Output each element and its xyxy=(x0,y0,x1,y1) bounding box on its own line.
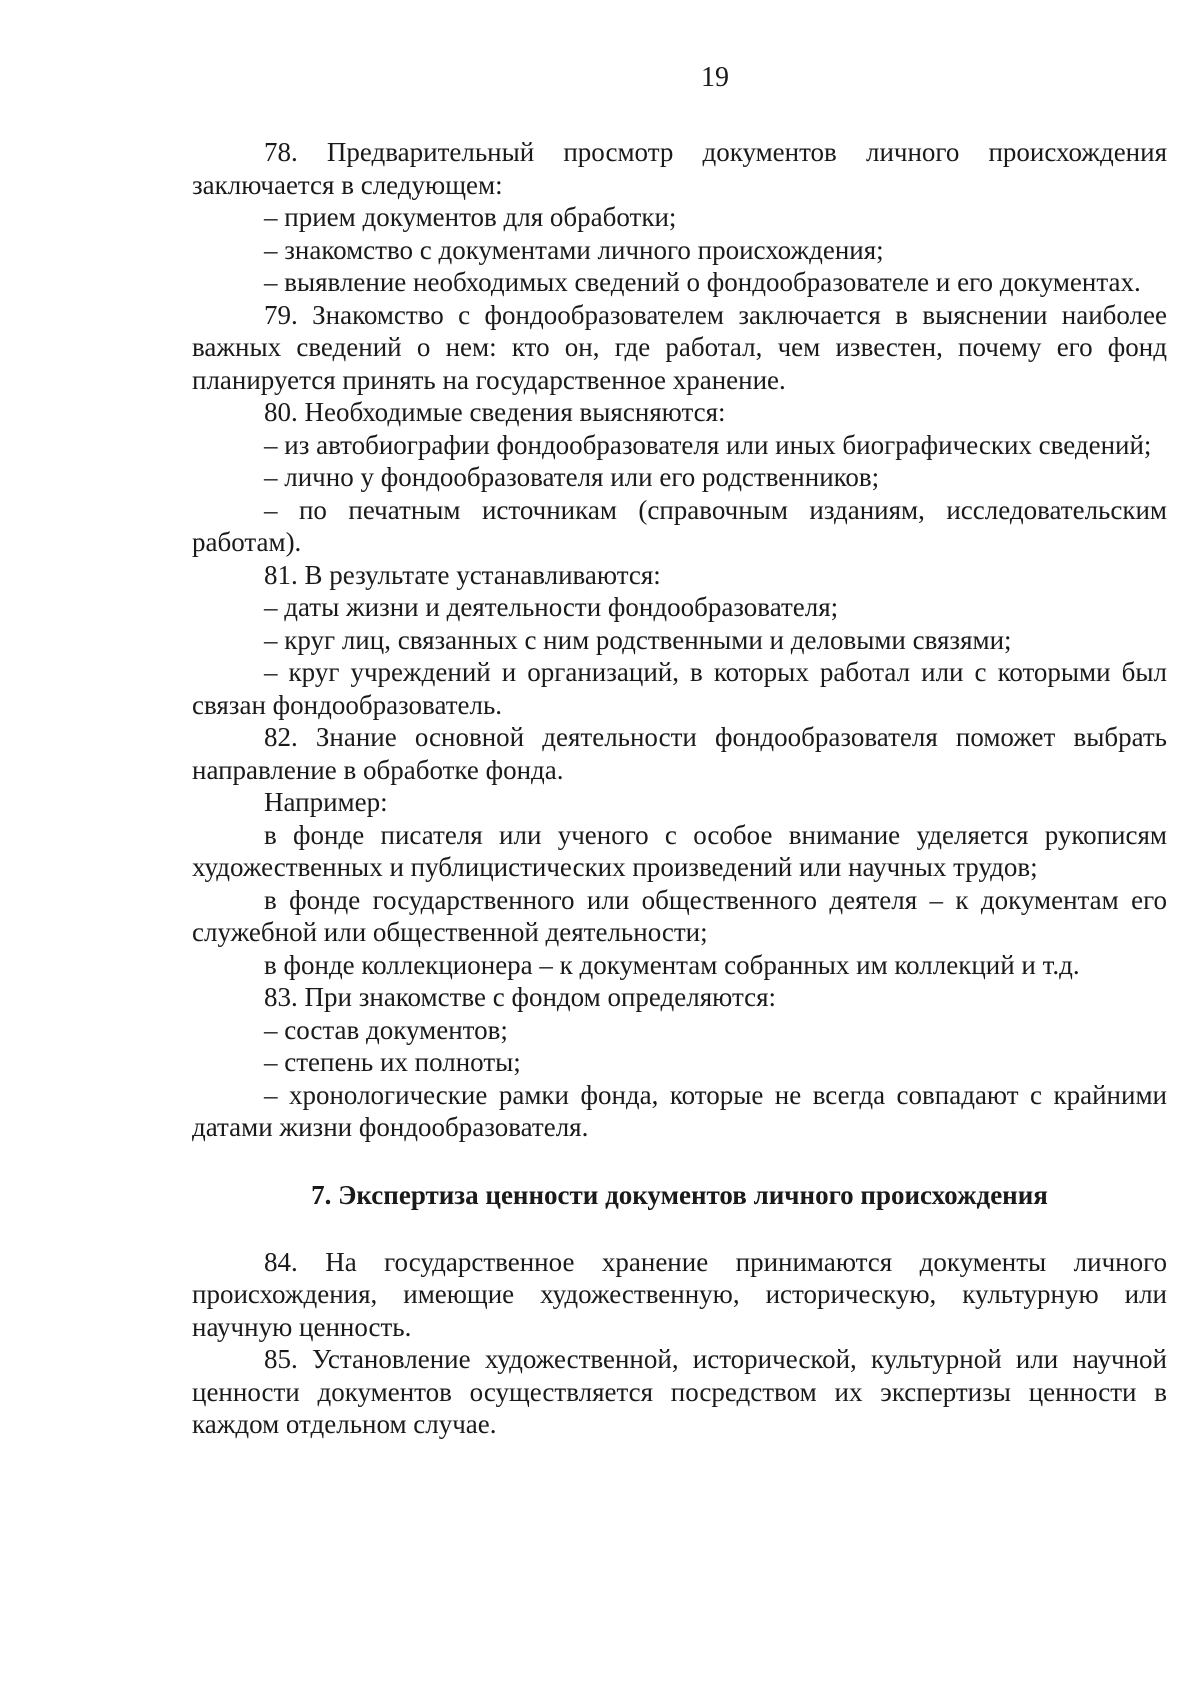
paragraph: – знакомство с документами личного происхождения; xyxy=(264,234,884,265)
paragraph: 84. На государственное хранение принимаются документы личного происхождения, имеющие художественную, историческую, культурную или научную ценность. xyxy=(192,1246,1167,1342)
paragraph: – состав документов; xyxy=(264,1014,508,1045)
section-expertise xyxy=(192,1246,1167,1441)
paragraph: – даты жизни и деятельности фондообразователя; xyxy=(264,592,839,622)
paragraph: 79. Знакомство с фондообразователем заключается в выяснении наиболее важных сведений о нем: кто он, где работал, чем известен, почему его фонд планируется принять на государственное хранение. xyxy=(192,299,1167,395)
page-number: 19 xyxy=(701,62,729,93)
paragraph: – по печатным источникам (справочным изданиям, исследовательским работам). xyxy=(192,494,1167,557)
paragraph: – круг учреждений и организаций, в которых работал или с которыми был связан фондообразователь. xyxy=(192,657,1167,720)
paragraph: – степень их полноты; xyxy=(264,1047,521,1077)
paragraph: в фонде коллекционера – к документам собранных им коллекций и т.д. xyxy=(264,949,1080,980)
section-heading: 7. Экспертиза ценности документов личного происхождения xyxy=(311,1179,1048,1210)
paragraph: – прием документов для обработки; xyxy=(264,202,677,232)
paragraph: – хронологические рамки фонда, которые не всегда совпадают с крайними датами жизни фондообразователя. xyxy=(192,1079,1167,1142)
paragraph: – из автобиографии фондообразователя или иных биографических сведений; xyxy=(264,429,1152,460)
paragraph: – выявление необходимых сведений о фондообразователе и его документах. xyxy=(264,267,1141,297)
document-body xyxy=(192,136,1167,1441)
paragraph: 82. Знание основной деятельности фондообразователя поможет выбрать направление в обработке фонда. xyxy=(192,722,1167,785)
paragraph: 78. Предварительный просмотр документов личного происхождения заключается в следующем: xyxy=(192,137,1167,200)
paragraph: в фонде государственного или общественного деятеля – к документам его служебной или общественной деятельности; xyxy=(192,884,1167,947)
paragraph: 80. Необходимые сведения выясняются: xyxy=(264,397,726,427)
paragraph: 83. При знакомстве с фондом определяются: xyxy=(264,982,776,1012)
paragraph: – лично у фондообразователя или его родственников; xyxy=(264,462,880,492)
paragraph: в фонде писателя или ученого с особое внимание уделяется рукописям художественных и публицистических произведений или научных трудов; xyxy=(192,819,1167,882)
paragraph: 85. Установление художественной, исторической, культурной или научной ценности документов осуществляется посредством их экспертизы ценности в каждом отдельном случае. xyxy=(192,1344,1167,1439)
paragraph: Например: xyxy=(264,787,388,817)
paragraph: 81. В результате устанавливаются: xyxy=(264,559,661,590)
section-preliminary-review xyxy=(192,136,1167,1144)
paragraph: – круг лиц, связанных с ним родственными и деловыми связями; xyxy=(264,624,1012,655)
